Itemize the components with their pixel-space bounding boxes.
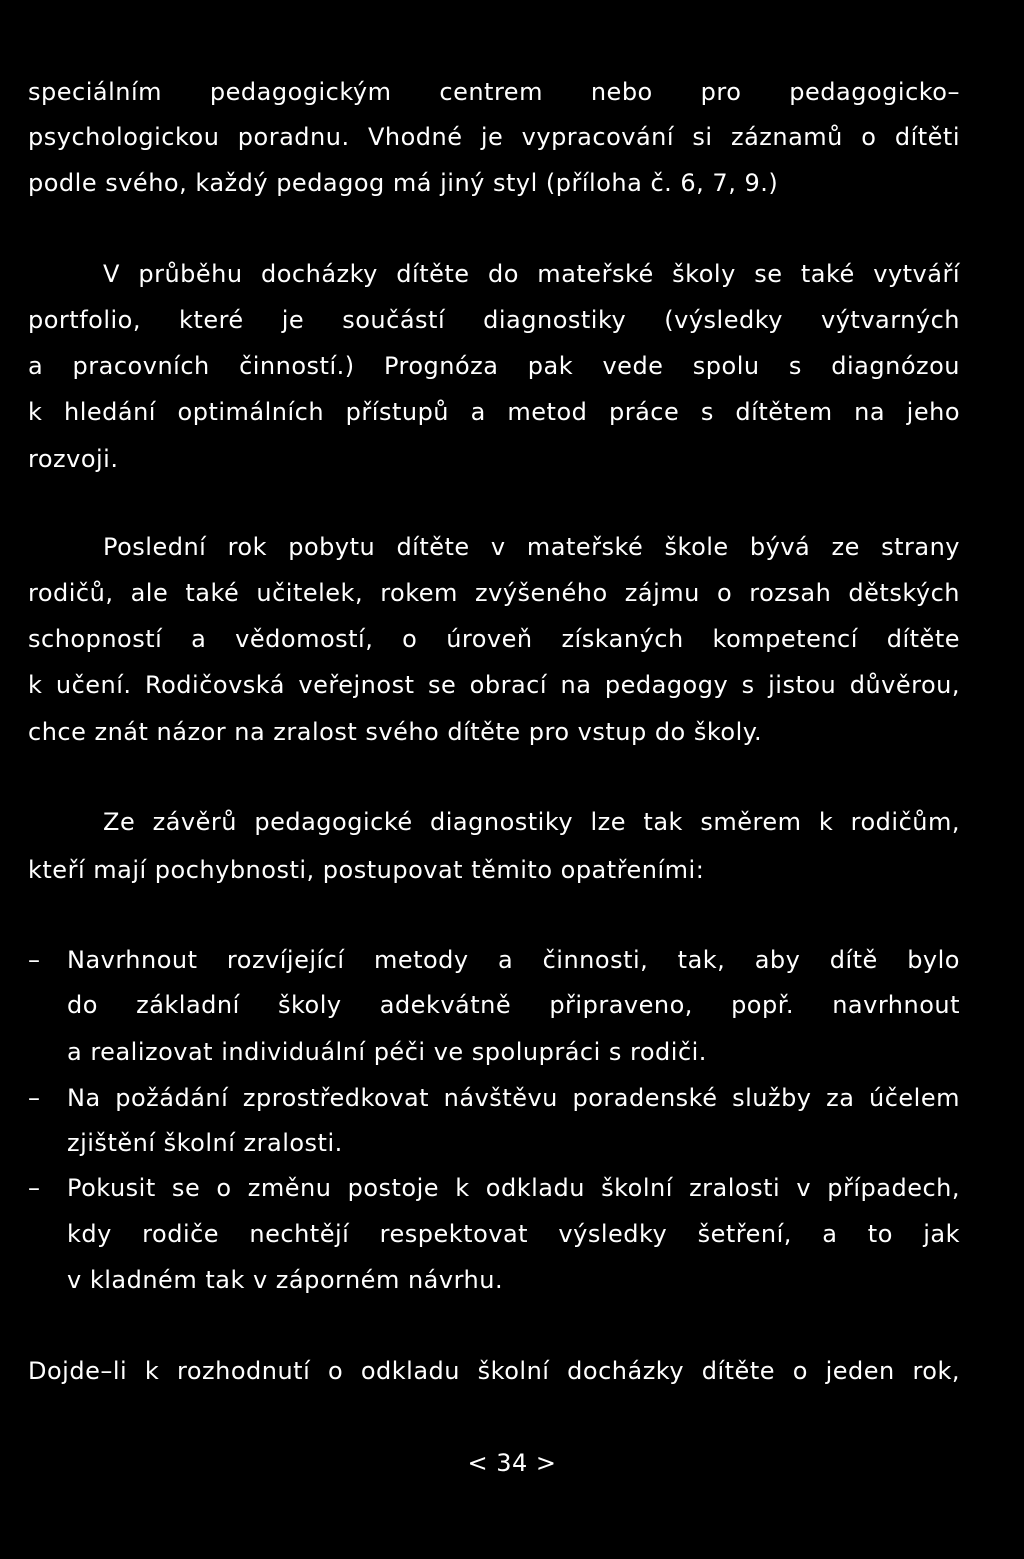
list-item-1-line-3: a realizovat individuální péči ve spolupráci s rodiči. [67,1038,707,1066]
list-item-3-line-3: v kladném tak v záporném návrhu. [67,1266,504,1294]
list-item-1-line-1: Navrhnout rozvíjející metody a činnosti, tak, aby dítě bylo [67,946,960,974]
paragraph-3-line-2: rodičů, ale také učitelek, rokem zvýšeného zájmu o rozsah dětských [28,579,960,607]
paragraph-1-line-3: podle svého, každý pedagog má jiný styl (příloha č. 6, 7, 9.) [28,169,779,197]
list-item-2-line-1: Na požádání zprostředkovat návštěvu poradenské služby za účelem [67,1084,960,1112]
list-item-3-line-1: Pokusit se o změnu postoje k odkladu školní zralosti v případech, [67,1174,960,1202]
list-bullet-1: – [28,946,41,974]
paragraph-2-line-2: portfolio, které je součástí diagnostiky (výsledky výtvarných [28,306,960,334]
paragraph-3-line-3: schopností a vědomostí, o úroveň získaných kompetencí dítěte [28,625,960,653]
list-bullet-2: – [28,1084,41,1112]
page-number: < 34 > [467,1449,557,1477]
list-item-3-line-2: kdy rodiče nechtějí respektovat výsledky šetření, a to jak [67,1220,960,1248]
paragraph-3-line-1: Poslední rok pobytu dítěte v mateřské škole bývá ze strany [103,533,960,561]
paragraph-4-line-1: Ze závěrů pedagogické diagnostiky lze tak směrem k rodičům, [103,808,960,836]
closing-line: Dojde–li k rozhodnutí o odkladu školní docházky dítěte o jeden rok, [28,1357,960,1385]
list-bullet-3: – [28,1174,41,1202]
paragraph-2-line-4: k hledání optimálních přístupů a metod práce s dítětem na jeho [28,398,960,426]
paragraph-1-line-2: psychologickou poradnu. Vhodné je vypracování si záznamů o dítěti [28,123,960,151]
paragraph-2-line-1: V průběhu docházky dítěte do mateřské školy se také vytváří [103,260,960,288]
list-item-1-line-2: do základní školy adekvátně připraveno, popř. navrhnout [67,991,960,1019]
paragraph-2-line-5: rozvoji. [28,445,119,473]
paragraph-2-line-3: a pracovních činností.) Prognóza pak vede spolu s diagnózou [28,352,960,380]
paragraph-1-line-1: speciálním pedagogickým centrem nebo pro pedagogicko– [28,78,960,106]
list-item-2-line-2: zjištění školní zralosti. [67,1129,343,1157]
paragraph-4-line-2: kteří mají pochybnosti, postupovat těmito opatřeními: [28,856,705,884]
paragraph-3-line-5: chce znát názor na zralost svého dítěte pro vstup do školy. [28,718,763,746]
paragraph-3-line-4: k učení. Rodičovská veřejnost se obrací na pedagogy s jistou důvěrou, [28,671,960,699]
